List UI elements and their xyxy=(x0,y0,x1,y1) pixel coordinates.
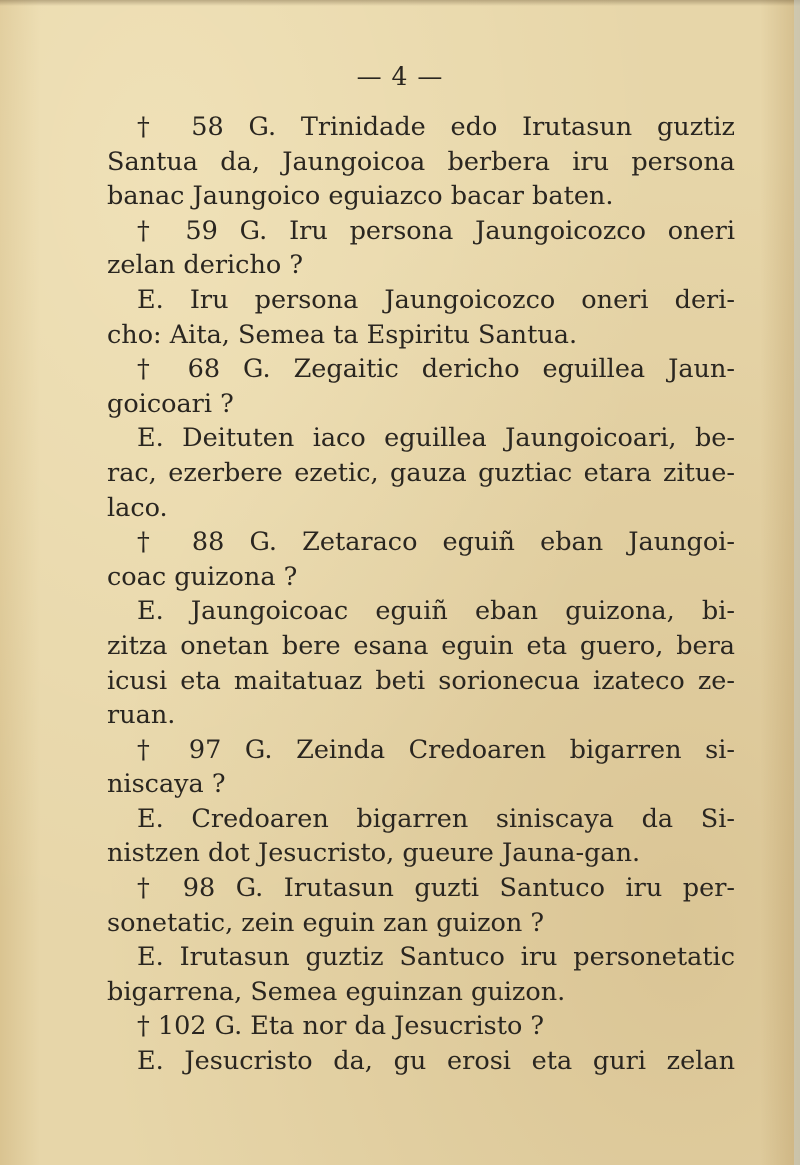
text-line: bigarrena, Semea eguinzan guizon. xyxy=(107,976,566,1007)
text-line: goicoari ? xyxy=(107,388,234,419)
text-line: Santua da, Jaungoicoa berbera iru persona xyxy=(107,146,735,177)
text-line: ruan. xyxy=(107,700,176,731)
text-line: † 97 G. Zeinda Credoaren bigarren si- xyxy=(137,734,735,765)
catechism-text xyxy=(107,110,735,1079)
text-line: † 98 G. Irutasun guzti Santuco iru per- xyxy=(137,873,735,904)
text-line: niscaya ? xyxy=(107,769,226,800)
text-line: sonetatic, zein eguin zan guizon ? xyxy=(107,907,545,938)
text-line: † 102 G. Eta nor da Jesucristo ? xyxy=(137,1011,545,1042)
text-line: E. Jesucristo da, gu erosi eta guri zelan xyxy=(137,1046,735,1077)
text-line: E. Irutasun guztiz Santuco iru personetatic xyxy=(137,942,735,973)
text-line: † 59 G. Iru persona Jaungoicozco oneri xyxy=(137,215,735,246)
text-line: rac, ezerbere ezetic, gauza guztiac etara zitue- xyxy=(107,457,735,488)
page-number: — 4 — xyxy=(356,62,444,91)
text-line: banac Jaungoico eguiazco bacar baten. xyxy=(107,181,614,212)
text-line: laco. xyxy=(107,492,168,523)
text-line: † 68 G. Zegaitic dericho eguillea Jaun- xyxy=(137,354,735,385)
text-line: zitza onetan bere esana eguin eta guero, bera xyxy=(107,630,735,661)
text-line: zelan dericho ? xyxy=(107,250,304,281)
text-line: E. Deituten iaco eguillea Jaungoicoari, be- xyxy=(137,423,735,454)
text-line: † 88 G. Zetaraco eguiñ eban Jaungoi- xyxy=(137,527,735,558)
text-line: † 58 G. Trinidade edo Irutasun guztiz xyxy=(137,112,735,142)
text-line: E. Iru persona Jaungoicozco oneri deri- xyxy=(137,284,735,315)
text-line: cho: Aita, Semea ta Espiritu Santua. xyxy=(107,319,578,350)
page-top-edge xyxy=(0,0,800,6)
text-line: E. Jaungoicoac eguiñ eban guizona, bi- xyxy=(137,596,735,627)
text-line: E. Credoaren bigarren siniscaya da Si- xyxy=(137,803,735,834)
text-line: coac guizona ? xyxy=(107,561,298,592)
page-right-edge xyxy=(794,0,800,1165)
text-line: icusi eta maitatuaz beti sorionecua izateco ze- xyxy=(107,665,735,696)
text-line: nistzen dot Jesucristo, gueure Jauna-gan. xyxy=(107,838,641,869)
